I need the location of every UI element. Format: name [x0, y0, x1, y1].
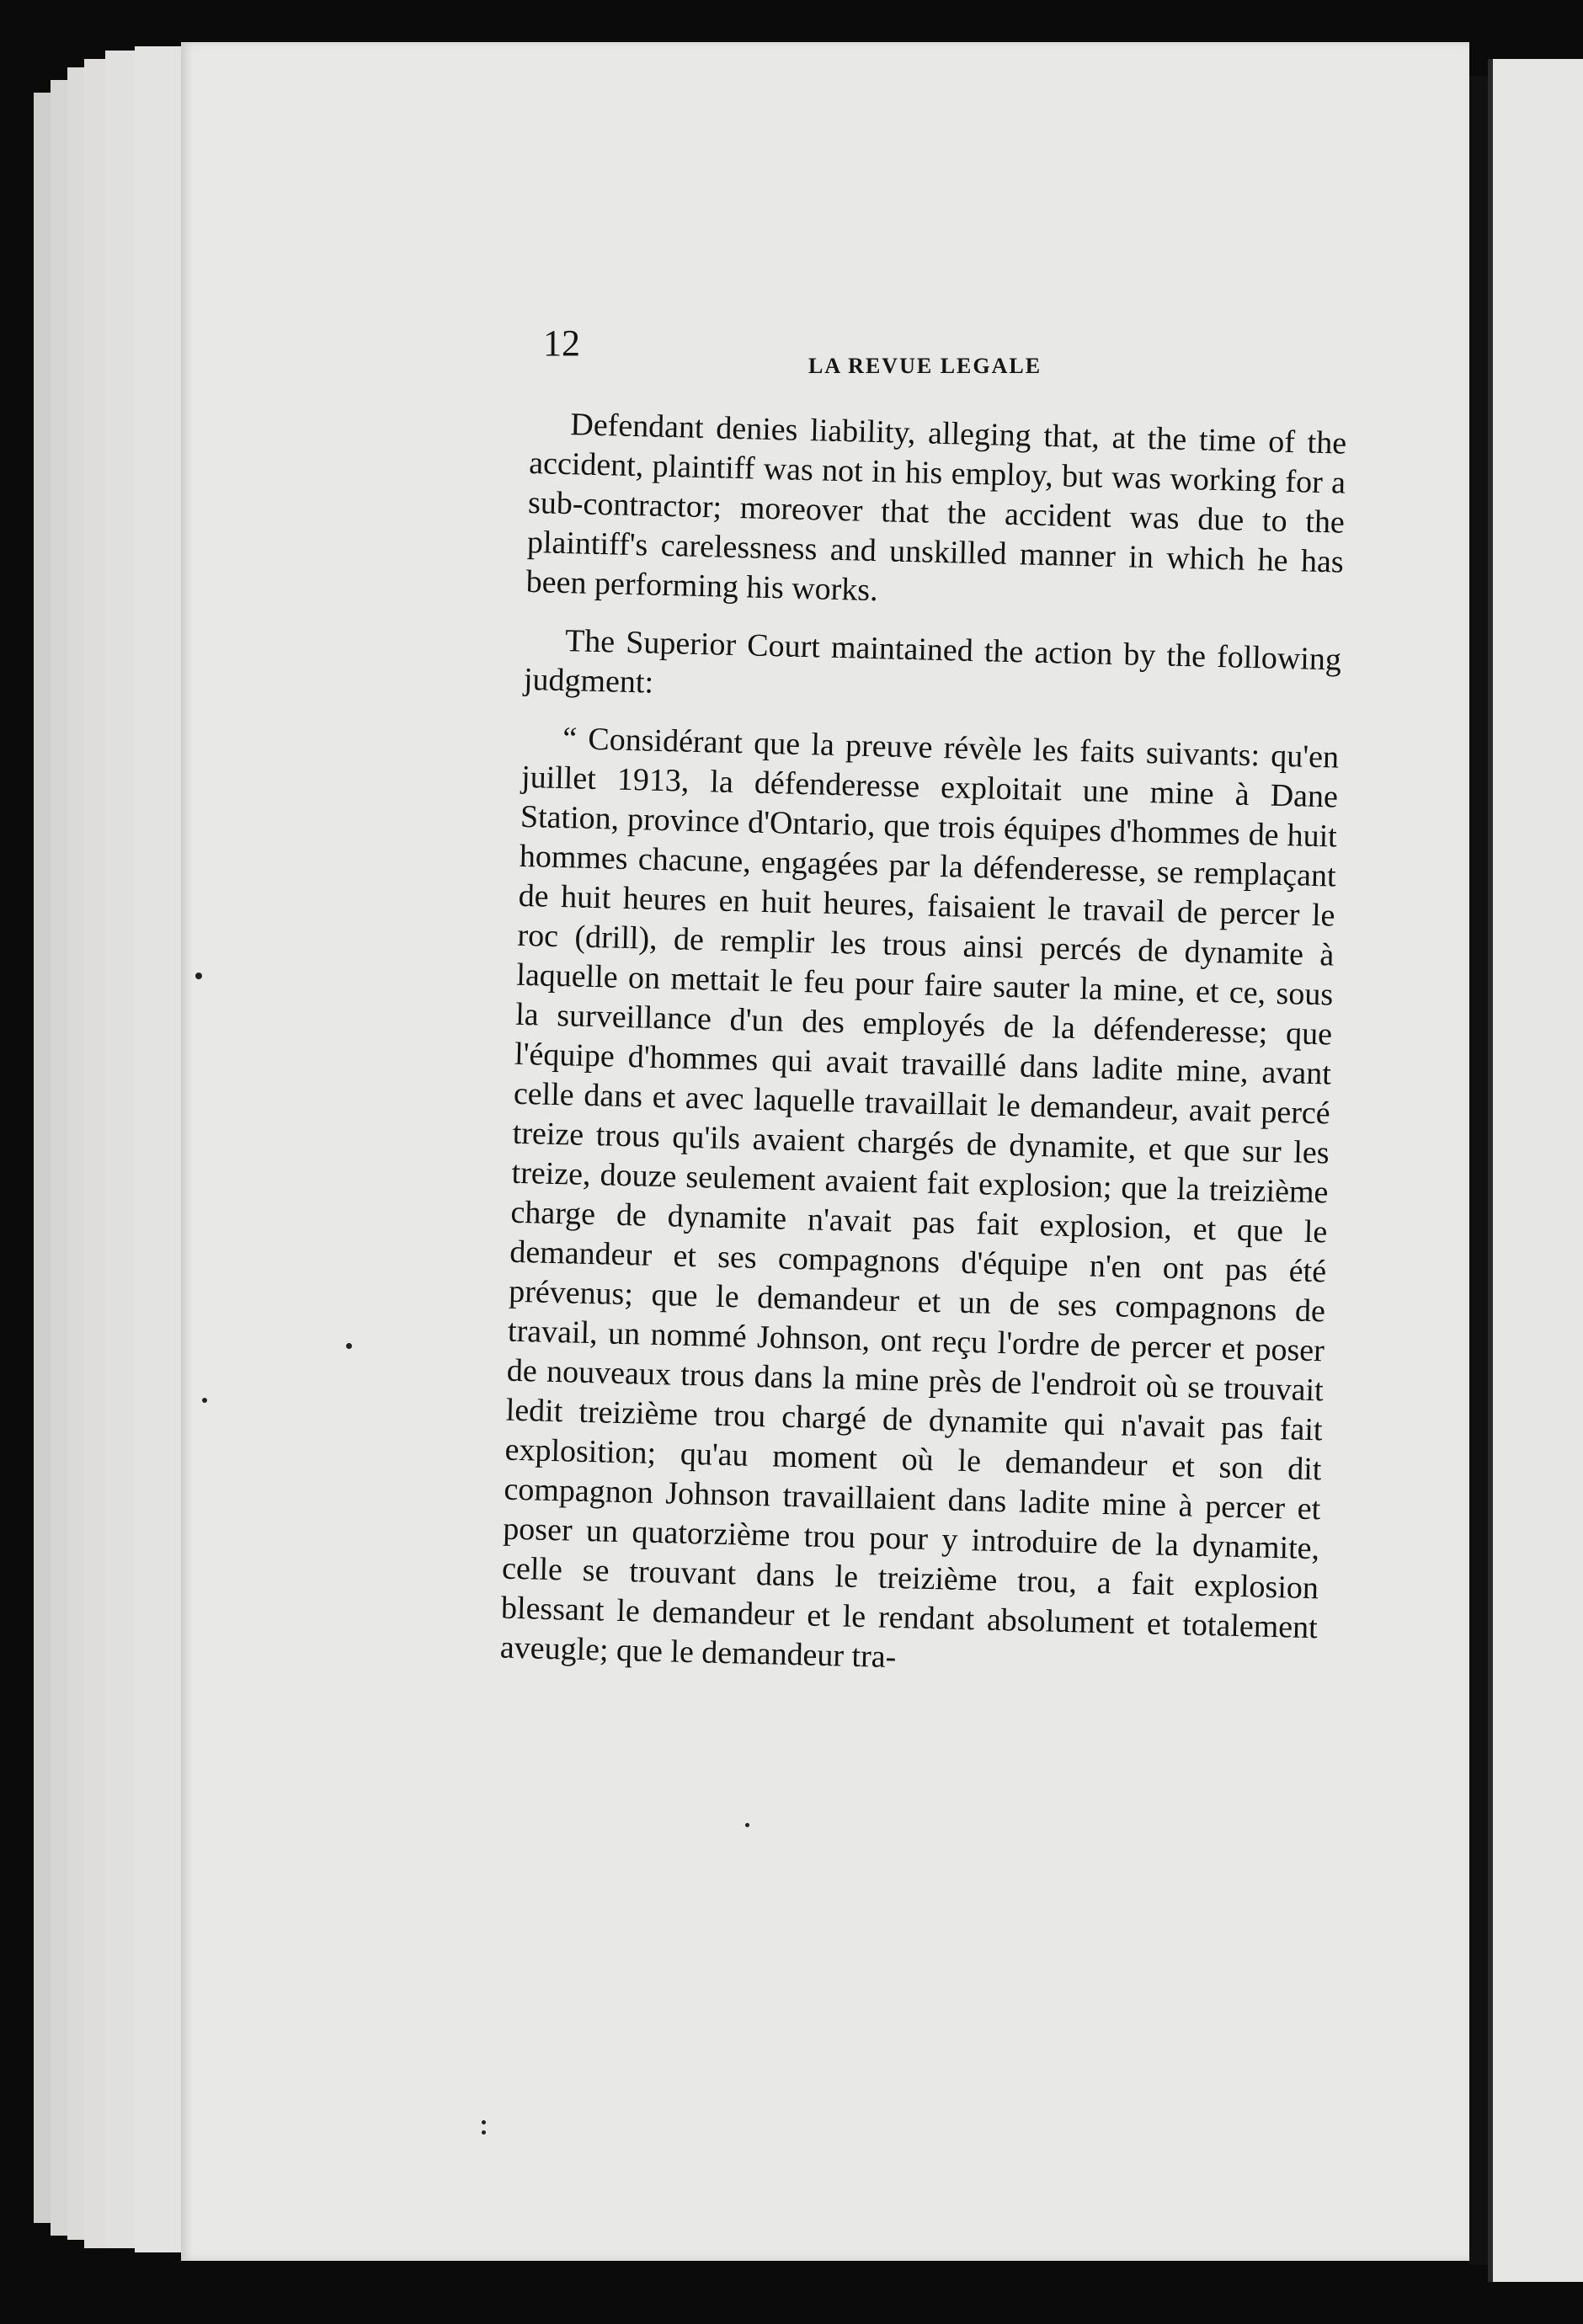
- paragraph: “ Considérant que la preuve révèle les faits suivants: qu'en juillet 1913, la défenderesse exploitait une mine à Dane Station, province d'Ontario, que trois équipes d'hommes de huit hommes chacune, engagées par la défenderesse, se remplaçant de huit heures en huit heures, faisaient le travail de percer le roc (drill), de remplir les trous ainsi percés de dynamite à laquelle on mettait le feu pour faire sauter la mine, et ce, sous la surveillance d'un des employés de la défenderesse; que l'équipe d'hommes qui avait travaillé dans ladite mine, avant celle dans et avec laquelle travaillait le demandeur, avait percé treize trous qu'ils avaient chargés de dynamite, et que sur les treize, douze seulement avaient fait explosion; que la treizième charge de dynamite n'avait pas fait explosion, et que le demandeur et ses compagnons d'équipe n'en ont pas été prévenus; que le demandeur et un de ses compagnons de travail, un nommé Johnson, ont reçu l'ordre de percer et poser de nouveaux trous dans la mine près de l'endroit où se trouvait ledit treizième trou chargé de dynamite qui n'avait pas fait explosition; qu'au moment où le demandeur et son dit compagnon Johnson travaillaient dans ladite mine à percer et poser un quatorzième trou pour y introduire de la dynamite, celle se trouvant dans le treizième trou, a fait explosion blessant le demandeur et le rendant absolument et totalement aveugle; que le demandeur tra-: [499, 721, 1340, 1676]
- page-header: [543, 322, 1377, 378]
- paragraph: Defendant denies liability, alleging that, at the time of the accident, plaintiff was not in his employ, but was working for a sub-contractor; moreover that the accident was due to the plaintiff's carelessness and unskilled manner in which he has been performing his works.: [525, 407, 1347, 609]
- facing-page-sliver: [1488, 59, 1583, 2282]
- book-spine: [1469, 76, 1488, 2265]
- running-head: LA REVUE LEGALE: [808, 354, 1042, 378]
- body-text: [499, 404, 1347, 1706]
- page-number: 12: [543, 322, 580, 364]
- facing-page-edge: [1488, 59, 1493, 2282]
- paragraph: The Superior Court maintained the action by the following judgment:: [523, 623, 1342, 701]
